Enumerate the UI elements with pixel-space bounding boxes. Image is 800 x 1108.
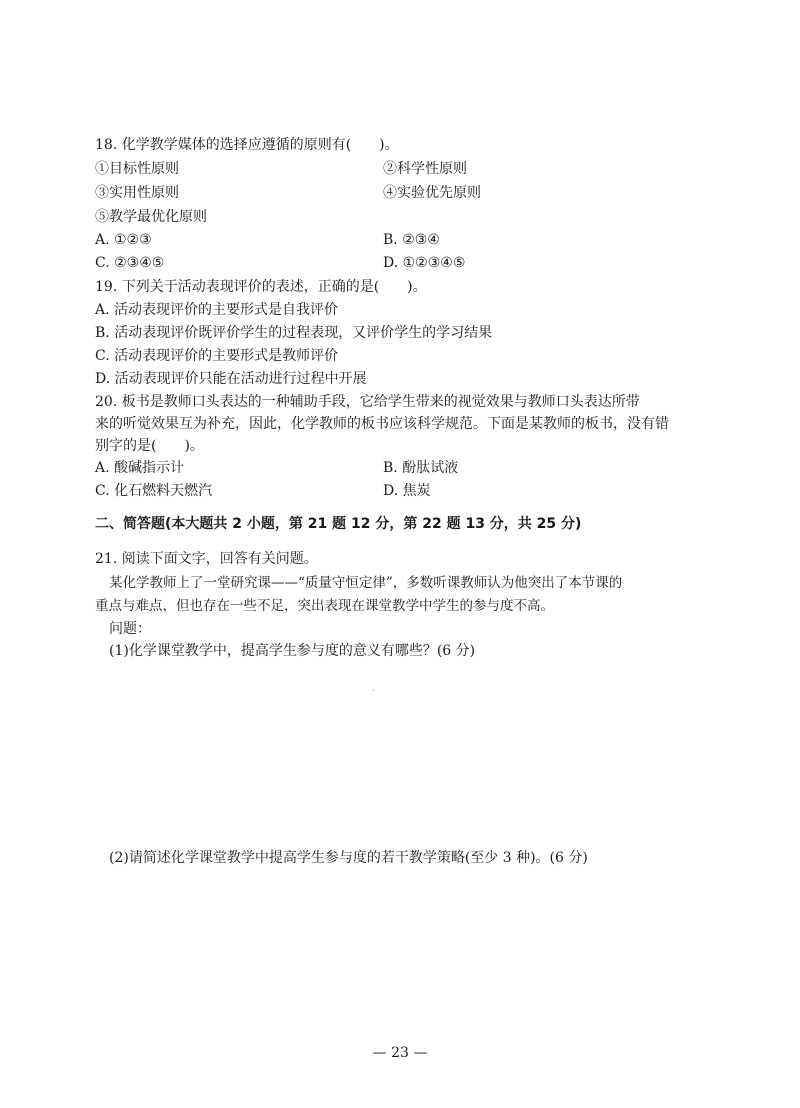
q20-option-c: C. 化石燃料天燃汽 <box>95 483 213 499</box>
q19-option-a: A. 活动表现评价的主要形式是自我评价 <box>95 302 339 318</box>
q18-principle-1: ①目标性原则 <box>95 161 179 177</box>
q18-principle-4: ④实验优先原则 <box>383 185 481 201</box>
q20-option-a: A. 酸碱指示计 <box>95 460 185 476</box>
q19-option-d: D. 活动表现评价只能在活动进行过程中开展 <box>95 371 367 387</box>
q21-question-label: 问题： <box>109 621 151 637</box>
q19-option-c: C. 活动表现评价的主要形式是教师评价 <box>95 348 339 364</box>
q18-option-a: A. ①②③ <box>95 232 152 248</box>
q20-stem-line-1: 20. 板书是教师口头表达的一种辅助手段，它给学生带来的视觉效果与教师口头表达所带 <box>95 394 640 410</box>
q18-stem: 18. 化学教学媒体的选择应遵循的原则有( )。 <box>95 137 399 153</box>
q21-sub-question-2: (2)请简述化学课堂教学中提高学生参与度的若干教学策略(至少 3 种)。(6 分) <box>109 850 588 866</box>
q21-passage-line-2: 重点与难点，但也存在一些不足，突出表现在课堂教学中学生的参与度不高。 <box>95 598 554 614</box>
q21-passage-line-1: 某化学教师上了一堂研究课——“质量守恒定律”，多数听课教师认为他突出了本节课的 <box>109 575 623 591</box>
q18-principle-5: ⑤教学最优化原则 <box>95 209 207 225</box>
q19-stem: 19. 下列关于活动表现评价的表述，正确的是( )。 <box>95 279 427 295</box>
q18-option-b: B. ②③④ <box>383 232 440 248</box>
q19-option-b: B. 活动表现评价既评价学生的过程表现，又评价学生的学习结果 <box>95 325 493 341</box>
q20-option-d: D. 焦炭 <box>383 483 431 499</box>
q20-stem-line-2: 来的听觉效果互为补充，因此，化学教师的板书应该科学规范。下面是某教师的板书，没有错 <box>95 416 669 432</box>
q18-option-d: D. ①②③④⑤ <box>383 255 466 271</box>
q20-option-b: B. 酚肽试液 <box>383 460 459 476</box>
q18-principle-2: ②科学性原则 <box>383 161 467 177</box>
page-number: — 23 — <box>372 1045 428 1061</box>
q21-sub-question-1: (1)化学课堂教学中，提高学生参与度的意义有哪些？(6 分) <box>109 643 476 659</box>
section-2-title: 二、简答题(本大题共 2 小题，第 21 题 12 分，第 22 题 13 分，共 25 分) <box>95 516 582 532</box>
scan-speck <box>373 690 374 691</box>
q21-stem: 21. 阅读下面文字，回答有关问题。 <box>95 551 318 567</box>
q18-principle-3: ③实用性原则 <box>95 185 179 201</box>
q20-stem-line-3: 别字的是( )。 <box>95 438 204 454</box>
q18-option-c: C. ②③④⑤ <box>95 255 165 271</box>
